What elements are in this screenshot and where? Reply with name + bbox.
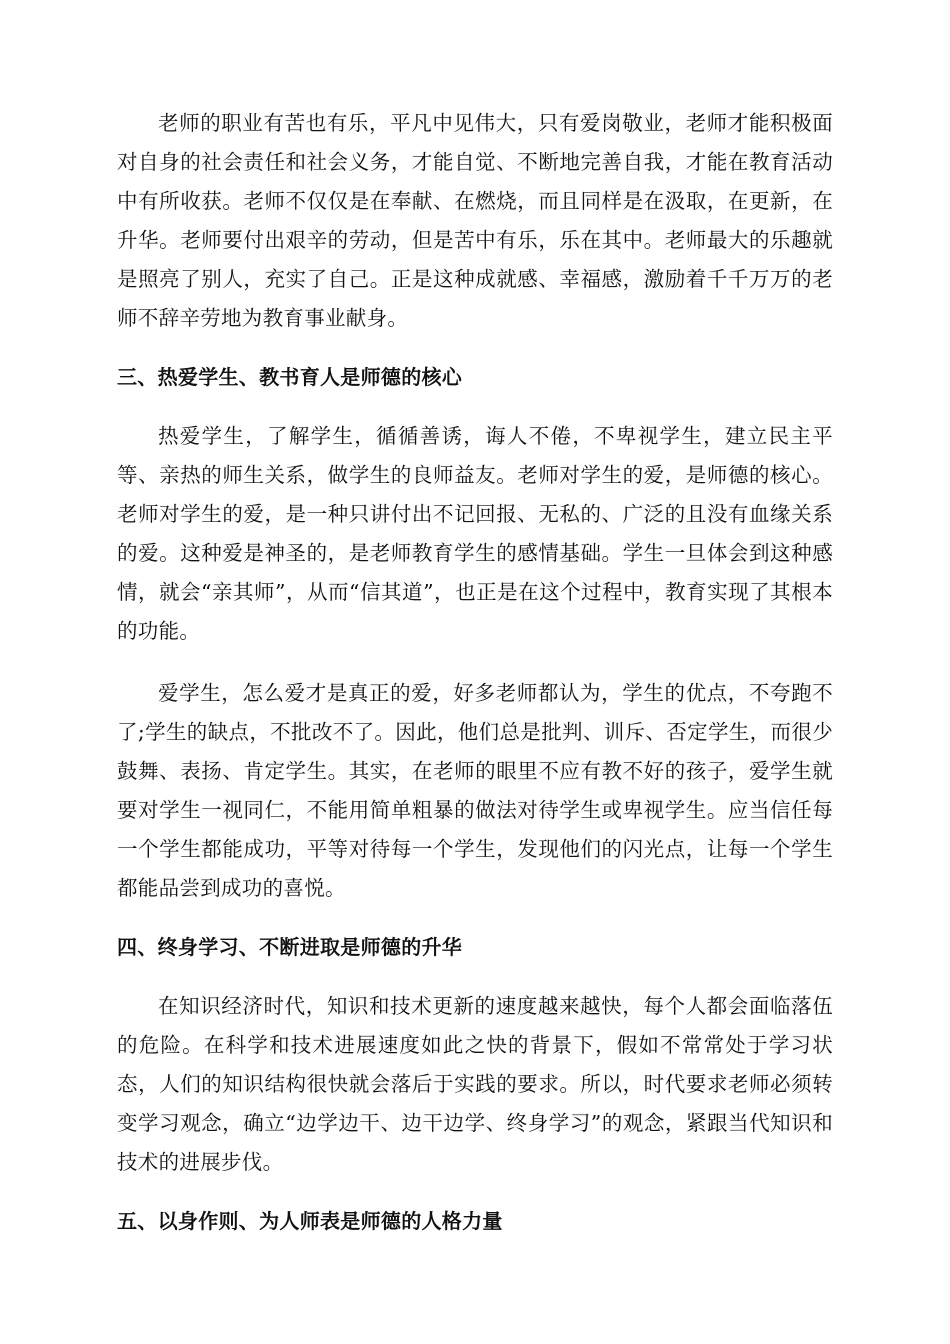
paragraph-lifelong-learning: 在知识经济时代，知识和技术更新的速度越来越快，每个人都会面临落伍的危险。在科学和技术进展速度如此之快的背景下，假如不常常处于学习状态，人们的知识结构很快就会落后于实践的要求。所以，时代要求老师必须转变学习观念，确立“边学边干、边干边学、终身学习”的观念，紧跟当代知识和技术的进展步伐。 — [117, 994, 833, 1174]
paragraph-love-students: 热爱学生，了解学生，循循善诱，诲人不倦，不卑视学生，建立民主平等、亲热的师生关系，做学生的良师益友。老师对学生的爱，是师德的核心。老师对学生的爱，是一种只讲付出不记回报、无私的、广泛的且没有血缘关系的爱。这种爱是神圣的，是老师教育学生的感情基础。学生一旦体会到这种感情，就会“亲其师”，从而“信其道”，也正是在这个过程中，教育实现了其根本的功能。 — [117, 424, 833, 643]
document-body — [117, 104, 833, 1261]
section-heading-5: 五、以身作则、为人师表是师德的人格力量 — [117, 1209, 503, 1233]
paragraph-teacher-joy: 老师的职业有苦也有乐，平凡中见伟大，只有爱岗敬业，老师才能积极面对自身的社会责任和社会义务，才能自觉、不断地完善自我，才能在教育活动中有所收获。老师不仅仅是在奉献、在燃烧，而且同样是在汲取，在更新，在升华。老师要付出艰辛的劳动，但是苦中有乐，乐在其中。老师最大的乐趣就是照亮了别人，充实了自己。正是这种成就感、幸福感，激励着千千万万的老师不辞辛劳地为教育事业献身。 — [117, 111, 833, 330]
section-heading-4: 四、终身学习、不断进取是师德的升华 — [117, 935, 463, 959]
paragraph-how-to-love: 爱学生，怎么爱才是真正的爱，好多老师都认为，学生的优点，不夸跑不了;学生的缺点，不批改不了。因此，他们总是批判、训斥、否定学生，而很少鼓舞、表扬、肯定学生。其实，在老师的眼里不应有教不好的孩子，爱学生就要对学生一视同仁，不能用简单粗暴的做法对待学生或卑视学生。应当信任每一个学生都能成功，平等对待每一个学生，发现他们的闪光点，让每一个学生都能品尝到成功的喜悦。 — [117, 681, 833, 900]
section-heading-3: 三、热爱学生、教书育人是师德的核心 — [117, 365, 463, 389]
